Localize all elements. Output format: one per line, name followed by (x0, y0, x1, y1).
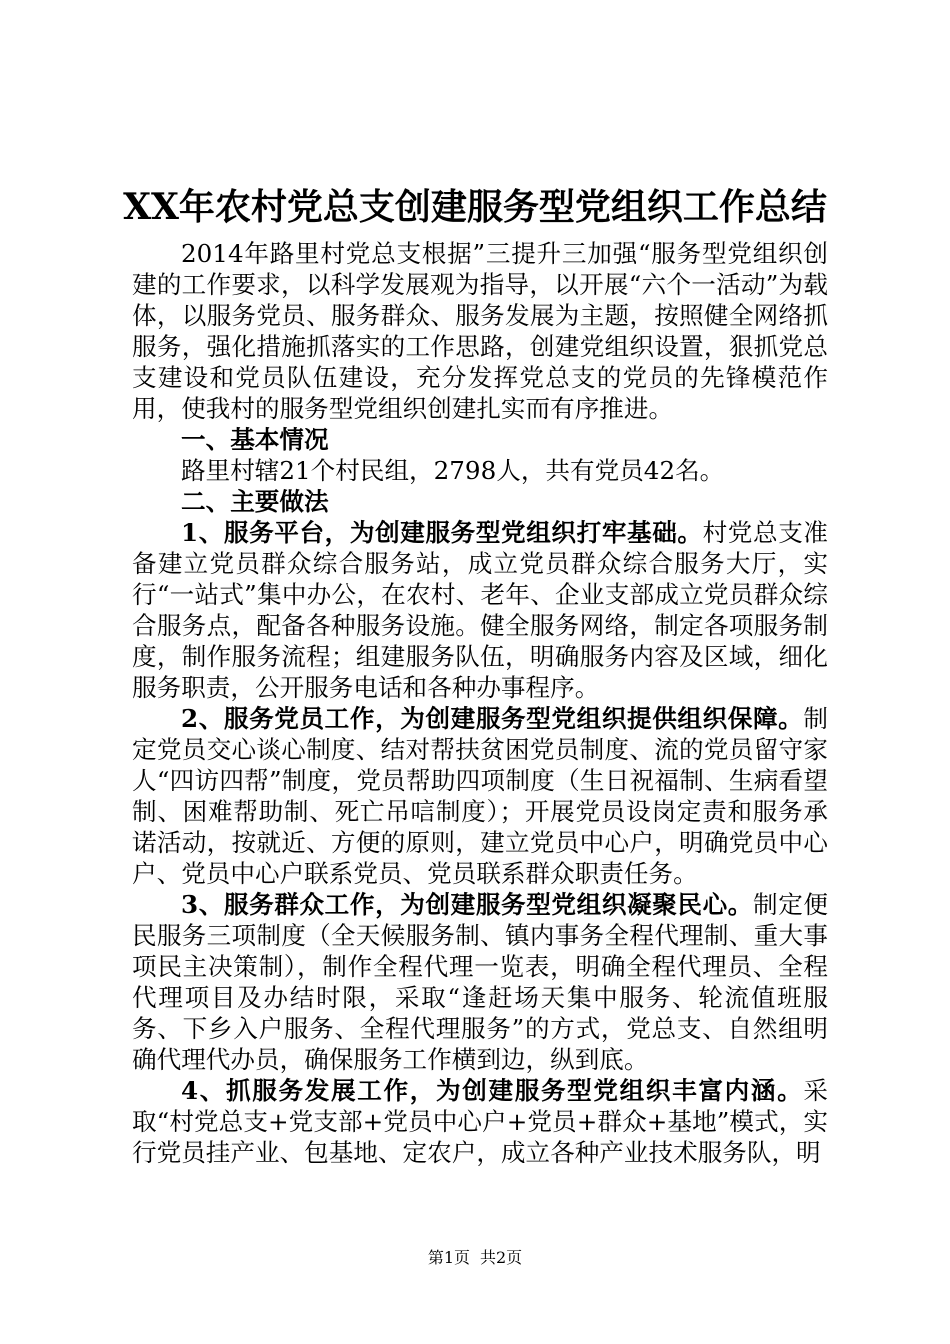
intro-paragraph: 2014年路里村党总支根据”三提升三加强“服务型党组织创建的工作要求，以科学发展观为指导，以开展“六个一活动”为载体，以服务党员、服务群众、服务发展为主题，按照健全网络抓服务，强化措施抓落实的工作思路，创建党组织设置，狠抓党总支建设和党员队伍建设，充分发挥党总支的党员的先锋模范作用，使我村的服务型党组织创建扎实而有序推进。 (132, 239, 828, 423)
page-footer (0, 1245, 950, 1268)
item-4-lead: 4、抓服务发展工作，为创建服务型党组织丰富内涵。 (181, 1076, 804, 1105)
item-2-paragraph (132, 703, 828, 889)
item-2-lead: 2、服务党员工作，为创建服务型党组织提供组织保障。 (181, 704, 804, 733)
item-4-text: 采取“村党总支+党支部+党员中心户+党员+群众+基地”模式，实行党员挂产业、包基地、定农户，成立各种产业技术服务队，明 (132, 1076, 828, 1167)
document-title: XX年农村党总支创建服务型党组织工作总结 (123, 186, 827, 228)
item-1-paragraph (132, 517, 828, 703)
item-2-text: 制定党员交心谈心制度、结对帮扶贫困党员制度、流的党员留守家人“四访四帮”制度，党员帮助四项制度（生日祝福制、生病看望制、困难帮助制、死亡吊唁制度）；开展党员设岗定责和服务承诺活动，按就近、方便的原则，建立党员中心户，明确党员中心户、党员中心户联系党员、党员联系群众职责任务。 (132, 704, 828, 888)
section-heading-practices: 二、主要做法 (181, 487, 329, 516)
page-number: 第1页 (427, 1248, 470, 1267)
section-heading-basic: 一、基本情况 (181, 425, 329, 454)
basic-info-paragraph: 路里村辖21个村民组，2798人，共有党员42名。 (181, 456, 725, 485)
item-1-lead: 1、服务平台，为创建服务型党组织打牢基础。 (181, 518, 703, 547)
item-3-paragraph (132, 889, 828, 1075)
document-body (132, 238, 828, 1168)
item-3-lead: 3、服务群众工作，为创建服务型党组织凝聚民心。 (181, 890, 753, 919)
page-total: 共2页 (480, 1248, 523, 1267)
item-1-text: 村党总支准备建立党员群众综合服务站，成立党员群众综合服务大厅，实行“一站式”集中办公，在农村、老年、企业支部成立党员群众综合服务点，配备各种服务设施。健全服务网络，制定各项服务制度，制作服务流程；组建服务队伍，明确服务内容及区域，细化服务职责，公开服务电话和各种办事程序。 (132, 518, 828, 702)
item-3-text: 制定便民服务三项制度（全天候服务制、镇内事务全程代理制、重大事项民主决策制），制作全程代理一览表，明确全程代理员、全程代理项目及办结时限，采取“逢赶场天集中服务、轮流值班服务、下乡入户服务、全程代理服务”的方式，党总支、自然组明确代理代办员，确保服务工作横到边，纵到底。 (132, 890, 828, 1074)
item-4-paragraph (132, 1075, 828, 1168)
